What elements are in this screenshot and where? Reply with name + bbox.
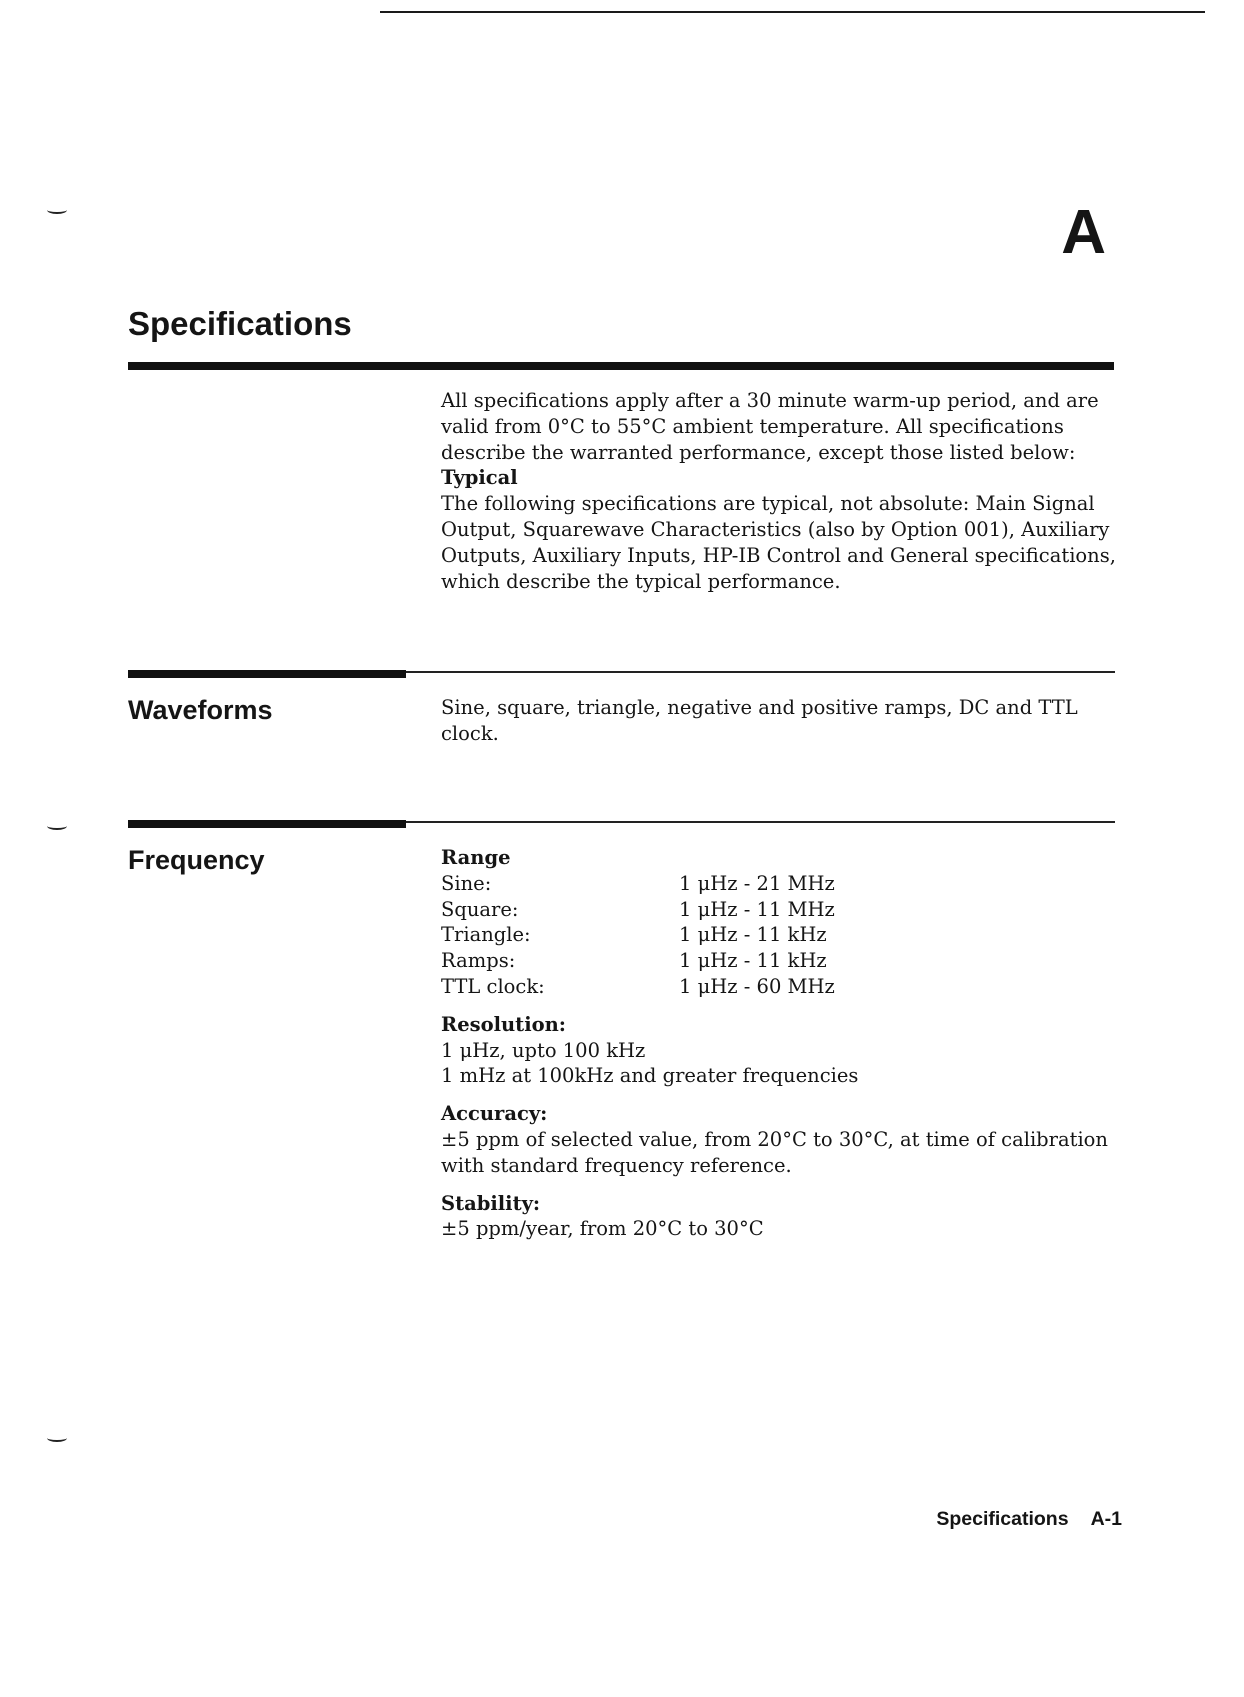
accuracy-text: ±5 ppm of selected value, from 20°C to 30°C, at time of calibration with standard frequency reference. [441,1127,1108,1177]
accuracy-group [441,1101,1131,1178]
resolution-heading: Resolution: [441,1012,566,1036]
section-rule-thick [128,670,406,678]
range-table [441,871,1131,1000]
section-rule-thin [406,671,1115,673]
typical-heading: Typical [441,466,518,490]
chapter-title: Specifications [128,305,352,342]
typical-text: The following specifications are typical, not absolute: Main Signal Output, Squarewave Characteristics (also by Option 001), Auxiliary Outputs, Auxiliary Inputs, HP-IB Control and General specifications, which describe the typical performance. [441,492,1116,593]
margin-mark [47,1434,67,1442]
range-label: Square: [441,897,519,921]
range-label: TTL clock: [441,974,545,998]
margin-mark [47,206,67,214]
range-label: Triangle: [441,923,531,947]
stability-text: ±5 ppm/year, from 20°C to 30°C [441,1217,764,1241]
chapter-letter: A [1061,198,1106,267]
stability-group [441,1191,1131,1243]
range-value: 1 μHz - 11 MHz [679,897,835,921]
page-footer [936,1510,1122,1530]
section-rule-thick [128,820,406,828]
chapter-rule [128,362,1114,370]
intro-paragraph: All specifications apply after a 30 minute warm-up period, and are valid from 0°C to 55°C ambient temperature. All specifications describe the warranted performance, except those listed below: [441,389,1099,464]
accuracy-heading: Accuracy: [441,1102,548,1126]
margin-mark [47,822,67,830]
frequency-body [441,845,1131,1254]
range-label: Sine: [441,871,492,895]
page-number: A-1 [1090,1508,1122,1530]
stability-heading: Stability: [441,1191,541,1215]
range-value: 1 μHz - 60 MHz [679,974,835,998]
range-value: 1 μHz - 21 MHz [679,871,835,895]
waveforms-text: Sine, square, triangle, negative and positive ramps, DC and TTL clock. [441,696,1078,745]
range-group [441,845,1131,1000]
intro-section [441,388,1131,594]
footer-label: Specifications [936,1508,1069,1530]
waveforms-title: Waveforms [128,695,273,725]
top-rule [380,11,1205,13]
range-heading: Range [441,846,511,869]
frequency-title: Frequency [128,845,265,875]
resolution-line: 1 μHz, upto 100 kHz [441,1038,646,1062]
range-value: 1 μHz - 11 kHz [679,923,827,947]
resolution-line: 1 mHz at 100kHz and greater frequencies [441,1064,859,1088]
waveforms-body [441,695,1131,747]
range-label: Ramps: [441,949,516,973]
range-value: 1 μHz - 11 kHz [679,949,827,973]
section-rule-thin [406,821,1115,823]
resolution-group [441,1012,1131,1089]
